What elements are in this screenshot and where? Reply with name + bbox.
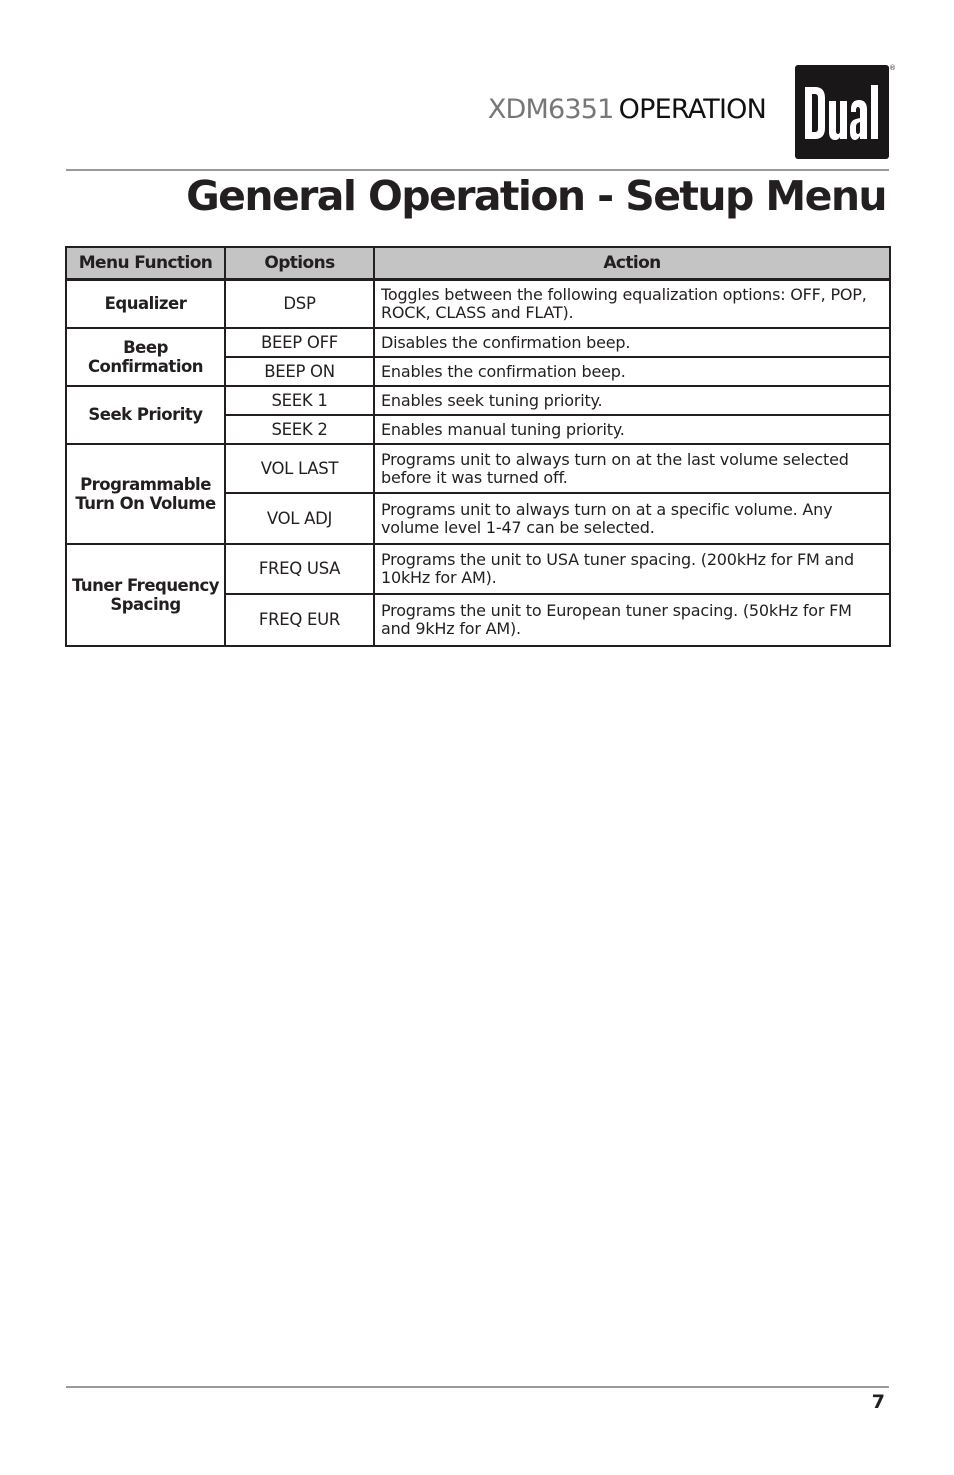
header-title	[488, 94, 766, 125]
section-name: OPERATION	[618, 94, 766, 125]
option-cell: VOL ADJ	[225, 493, 374, 544]
menu-function-cell: Seek Priority	[66, 386, 225, 444]
table-row	[66, 328, 890, 357]
page-number: 7	[871, 1391, 885, 1413]
column-header: Options	[225, 247, 374, 280]
option-cell: SEEK 1	[225, 386, 374, 415]
action-cell: Toggles between the following equalization options: OFF, POP, ROCK, CLASS and FLAT).	[374, 280, 890, 328]
menu-function-cell: Programmable Turn On Volume	[66, 444, 225, 544]
registered-mark: ®	[889, 64, 896, 72]
option-cell: FREQ USA	[225, 544, 374, 594]
option-cell: VOL LAST	[225, 444, 374, 493]
table-header-row	[66, 247, 890, 280]
option-cell: FREQ EUR	[225, 594, 374, 646]
action-cell: Programs the unit to USA tuner spacing. (200kHz for FM and 10kHz for AM).	[374, 544, 890, 594]
table-row	[66, 280, 890, 328]
table-row	[66, 386, 890, 415]
action-cell: Disables the confirmation beep.	[374, 328, 890, 357]
action-cell: Enables the confirmation beep.	[374, 357, 890, 386]
table-row	[66, 444, 890, 493]
action-cell: Enables seek tuning priority.	[374, 386, 890, 415]
table-row	[66, 544, 890, 594]
header-divider	[66, 169, 889, 171]
option-cell: SEEK 2	[225, 415, 374, 444]
dual-logo	[795, 65, 889, 159]
action-cell: Programs unit to always turn on at the last volume selected before it was turned off.	[374, 444, 890, 493]
model-name: XDM6351	[487, 94, 614, 125]
option-cell: BEEP OFF	[225, 328, 374, 357]
action-cell: Programs the unit to European tuner spacing. (50kHz for FM and 9kHz for AM).	[374, 594, 890, 646]
page-title: General Operation - Setup Menu	[186, 172, 886, 220]
action-cell: Enables manual tuning priority.	[374, 415, 890, 444]
column-header: Action	[374, 247, 890, 280]
dual-logo-icon	[795, 65, 889, 159]
menu-function-cell: Equalizer	[66, 280, 225, 328]
footer-divider	[66, 1386, 889, 1388]
option-cell: DSP	[225, 280, 374, 328]
column-header: Menu Function	[66, 247, 225, 280]
option-cell: BEEP ON	[225, 357, 374, 386]
menu-function-cell: Tuner Frequency Spacing	[66, 544, 225, 646]
setup-menu-table	[65, 246, 891, 647]
action-cell: Programs unit to always turn on at a specific volume. Any volume level 1-47 can be selected.	[374, 493, 890, 544]
menu-function-cell: Beep Confirmation	[66, 328, 225, 386]
